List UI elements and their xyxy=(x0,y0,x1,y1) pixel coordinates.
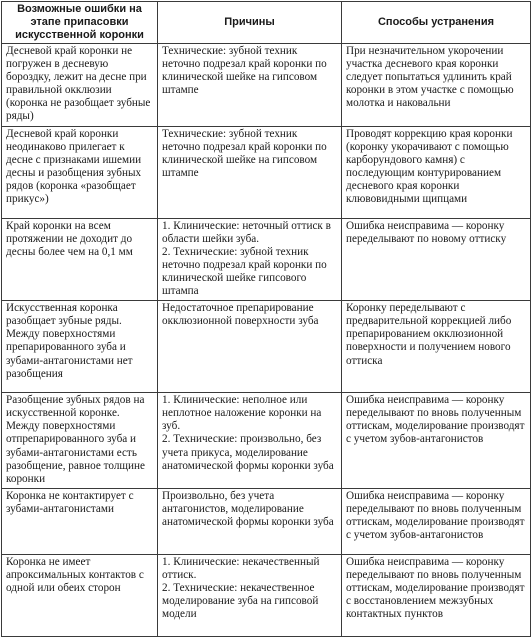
fix-cell: При незначительном укорочении участка десневого края коронки следует попытаться удлинить край коронки в этом участке с помощью молотка и наковальни xyxy=(342,44,531,127)
table-row xyxy=(2,488,531,554)
fix-cell: Коронку переделывают с предварительной коррекцией либо препарированием окклюзионной поверхности и получением нового оттиска xyxy=(342,301,531,393)
header-errors: Возможные ошибки на этапе припасовки искусственной коронки xyxy=(2,2,158,44)
table-row xyxy=(2,301,531,393)
table-row xyxy=(2,126,531,218)
header-causes: Причины xyxy=(158,2,342,44)
table-row xyxy=(2,554,531,636)
table-row xyxy=(2,218,531,301)
fix-cell: Ошибка неисправима — коронку переделывают по вновь полученным оттискам, моделирование производят с учетом зубов-антагонистов xyxy=(342,393,531,489)
fix-cell: Ошибка неисправима — коронку переделывают по новому оттиску xyxy=(342,218,531,301)
error-cell: Разобщение зубных рядов на искусственной коронке. Между поверхностями отпрепарированного зуба и зубами-антагонистами есть разобщение, равное толщине коронки xyxy=(2,393,158,489)
cause-cell: 1. Клинические: неполное или неплотное наложение коронки на зуб. 2. Технические: произвольно, без учета прикуса, моделирование анатомической формы коронки зуба xyxy=(158,393,342,489)
cause-cell: Произвольно, без учета антагонистов, моделирование анатомической формы коронки зуба xyxy=(158,488,342,554)
table-row xyxy=(2,393,531,489)
errors-table xyxy=(1,1,531,637)
cause-cell: 1. Клинические: некачественный оттиск. 2. Технические: некачественное моделирование зуба на гипсовой модели xyxy=(158,554,342,636)
cause-cell: Технические: зубной техник неточно подрезал край коронки по клинической шейке на гипсовом штампе xyxy=(158,44,342,127)
error-cell: Край коронки на всем протяжении не доходит до десны более чем на 0,1 мм xyxy=(2,218,158,301)
table-row xyxy=(2,44,531,127)
error-cell: Искусственная коронка разобщает зубные ряды. Между поверхностями препарированного зуба и зубами-антагонистами нет разобщения xyxy=(2,301,158,393)
document-page xyxy=(0,1,531,640)
error-cell: Коронка не контактирует с зубами-антагонистами xyxy=(2,488,158,554)
fix-cell: Ошибка неисправима — коронку переделывают по вновь полученным оттискам, моделирование производят с восстановлением межзубных контактных пунктов xyxy=(342,554,531,636)
cause-cell: Недостаточное препарирование окклюзионной поверхности зуба xyxy=(158,301,342,393)
fix-cell: Ошибка неисправима — коронку переделывают по вновь полученным оттискам, моделирование производят с учетом зубов-антагонистов xyxy=(342,488,531,554)
error-cell: Десневой край коронки не погружен в десневую бороздку, лежит на десне при правильной окклюзии (коронка не разобщает зубные ряды) xyxy=(2,44,158,127)
table-header-row xyxy=(2,2,531,44)
fix-cell: Проводят коррекцию края коронки (коронку укорачивают с помощью карборундового камня) с последующим контурированием десневого края коронки клювовидными щипцами xyxy=(342,126,531,218)
error-cell: Коронка не имеет апроксимальных контактов с одной или обеих сторон xyxy=(2,554,158,636)
cause-cell: 1. Клинические: неточный оттиск в области шейки зуба. 2. Технические: зубной техник неточно подрезал край коронки по клинической шейке гипсового штампа xyxy=(158,218,342,301)
header-fixes: Способы устранения xyxy=(342,2,531,44)
error-cell: Десневой край коронки неодинаково прилегает к десне с признаками ишемии десны и разобщения зубных рядов (коронка «разобщает прикус») xyxy=(2,126,158,218)
cause-cell: Технические: зубной техник неточно подрезал край коронки по клинической шейке на гипсовом штампе xyxy=(158,126,342,218)
